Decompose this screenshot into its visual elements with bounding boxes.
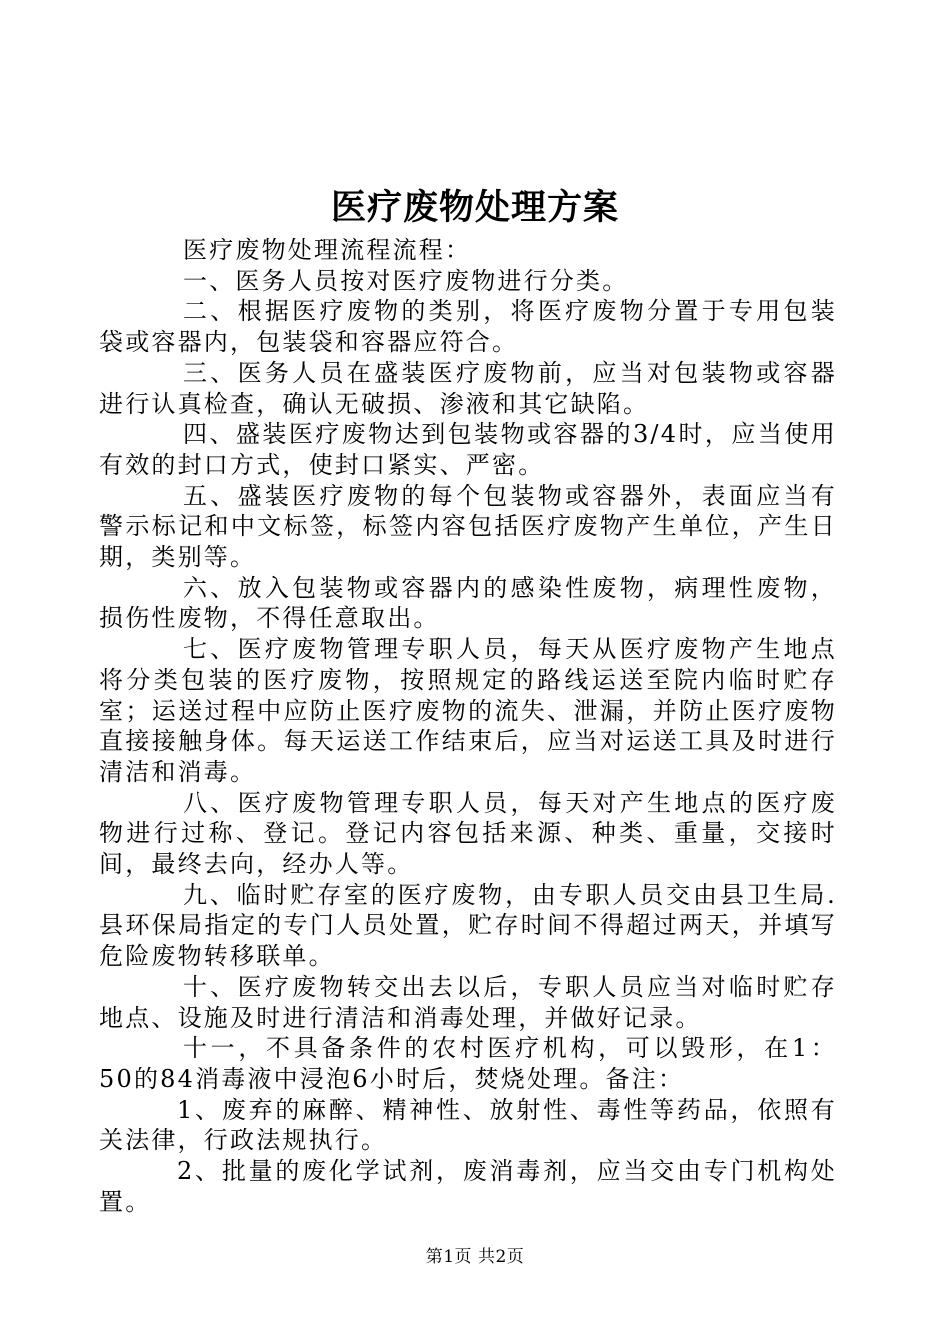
document-body [99, 235, 837, 1218]
paragraph-10: 十、医疗废物转交出去以后，专职人员应当对临时贮存地点、设施及时进行清洁和消毒处理，并做好记录。 [99, 972, 837, 1032]
document-title: 医疗废物处理方案 [330, 187, 619, 228]
paragraph-intro: 医疗废物处理流程流程： [183, 236, 472, 264]
paragraph-11: 十一，不具备条件的农村医疗机构，可以毁形，在1：50的84消毒液中浸泡6小时后，焚烧处理。备注： [99, 1034, 837, 1093]
note-1: 1、废弃的麻醉、精神性、放射性、毒性等药品，依照有关法律，行政法规执行。 [99, 1095, 837, 1155]
paragraph-2: 二、根据医疗废物的类别，将医疗废物分置于专用包装袋或容器内，包装袋和容器应符合。 [99, 297, 837, 357]
page-number: 第1页 共2页 [425, 1247, 525, 1267]
paragraph-6: 六、放入包装物或容器内的感染性废物，病理性废物，损伤性废物，不得任意取出。 [99, 573, 837, 633]
paragraph-1: 一、医务人员按对医疗废物进行分类。 [183, 266, 629, 295]
paragraph-5: 五、盛装医疗废物的每个包装物或容器外，表面应当有警示标记和中文标签，标签内容包括医疗废物产生单位，产生日期，类别等。 [99, 481, 837, 572]
note-2: 2、批量的废化学试剂，废消毒剂，应当交由专门机构处置。 [99, 1157, 837, 1216]
paragraph-9: 九、临时贮存室的医疗废物，由专职人员交由县卫生局.县环保局指定的专门人员处置，贮存时间不得超过两天，并填写危险废物转移联单。 [99, 880, 837, 971]
paragraph-4: 四、盛装医疗废物达到包装物或容器的3/4时，应当使用有效的封口方式，使封口紧实、严密。 [99, 420, 837, 479]
paragraph-8: 八、医疗废物管理专职人员，每天对产生地点的医疗废物进行过称、登记。登记内容包括来源、种类、重量，交接时间，最终去向，经办人等。 [99, 788, 837, 879]
paragraph-3: 三、医务人员在盛装医疗废物前，应当对包装物或容器进行认真检查，确认无破损、渗液和其它缺陷。 [99, 358, 837, 418]
paragraph-7: 七、医疗废物管理专职人员，每天从医疗废物产生地点将分类包装的医疗废物，按照规定的路线运送至院内临时贮存室；运送过程中应防止医疗废物的流失、泄漏，并防止医疗废物直接接触身体。每天运送工作结束后，应当对运送工具及时进行清洁和消毒。 [99, 635, 837, 786]
